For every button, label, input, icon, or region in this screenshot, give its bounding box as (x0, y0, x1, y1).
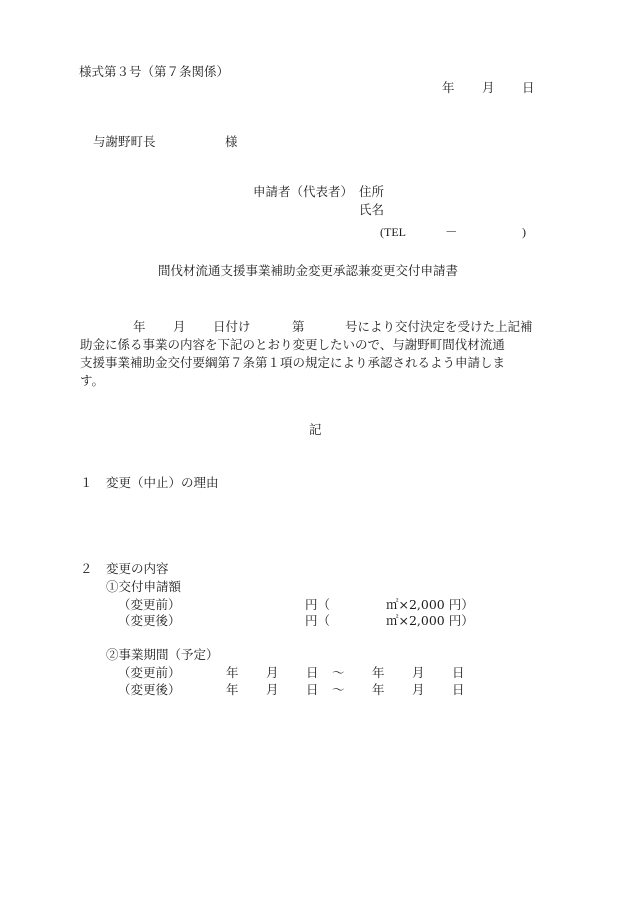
date-month: 月 (482, 80, 495, 95)
sub1-row-unit: ㎡×2,000 円） (386, 613, 474, 628)
sub2-title: ②事業期間（予定） (106, 647, 219, 662)
body-day-attached: 日付け (213, 319, 251, 334)
ki-heading: 記 (309, 422, 322, 437)
sub2-start-month: 月 (266, 682, 279, 697)
applicant-label: 申請者（代表者） (253, 184, 354, 199)
name-label: 氏名 (359, 202, 385, 217)
sub2-end-month: 月 (412, 665, 425, 680)
section-1-number: １ (80, 475, 93, 490)
section-2-title: 変更の内容 (106, 561, 169, 576)
tel-close: ) (522, 225, 526, 239)
sub1-row-label: （変更前） (118, 597, 181, 612)
body-month: 月 (173, 319, 186, 334)
sub2-start-day: 日 (306, 665, 319, 680)
document-title: 間伐材流通支援事業補助金変更承認兼変更交付申請書 (158, 263, 459, 278)
sub2-end-year: 年 (372, 665, 385, 680)
recipient-honorific: 様 (225, 134, 238, 149)
sub2-start-year: 年 (226, 665, 239, 680)
sub2-end-day: 日 (452, 665, 465, 680)
sub2-row-label: （変更前） (118, 665, 181, 680)
sub2-end-year: 年 (372, 682, 385, 697)
body-line3: 支援事業補助金交付要綱第７条第１項の規定により承認されるよう申請しま (80, 355, 506, 370)
sub2-start-year: 年 (226, 682, 239, 697)
body-line4: す。 (80, 373, 105, 388)
sub2-start-day: 日 (306, 682, 319, 697)
form-number: 様式第３号（第７条関係） (79, 64, 230, 79)
sub1-row-yen: 円（ (305, 613, 331, 628)
tel-open: (TEL (380, 225, 406, 239)
sub2-start-month: 月 (266, 665, 279, 680)
tel-dash: － (445, 224, 458, 239)
body-dai: 第 (292, 319, 305, 334)
sub1-title: ①交付申請額 (106, 579, 182, 594)
body-line2: 助金に係る事業の内容を下記のとおり変更したいので、与謝野町間伐材流通 (80, 337, 505, 352)
section-1-title: 変更（中止）の理由 (106, 475, 219, 490)
date-year: 年 (442, 80, 455, 95)
recipient-name: 与謝野町長 (93, 134, 156, 149)
sub1-row-label: （変更後） (118, 613, 181, 628)
sub2-end-day: 日 (452, 682, 465, 697)
sub2-tilde: ～ (332, 665, 345, 680)
sub2-row-label: （変更後） (118, 682, 181, 697)
date-day: 日 (522, 80, 535, 95)
sub1-row-yen: 円（ (305, 597, 331, 612)
address-label: 住所 (359, 184, 385, 199)
sub2-end-month: 月 (412, 682, 425, 697)
body-line1-rest: 号により交付決定を受けた上記補 (345, 319, 533, 334)
sub2-tilde: ～ (332, 682, 345, 697)
sub1-row-unit: ㎡×2,000 円） (386, 597, 474, 612)
body-year: 年 (133, 319, 146, 334)
section-2-number: ２ (80, 561, 93, 576)
